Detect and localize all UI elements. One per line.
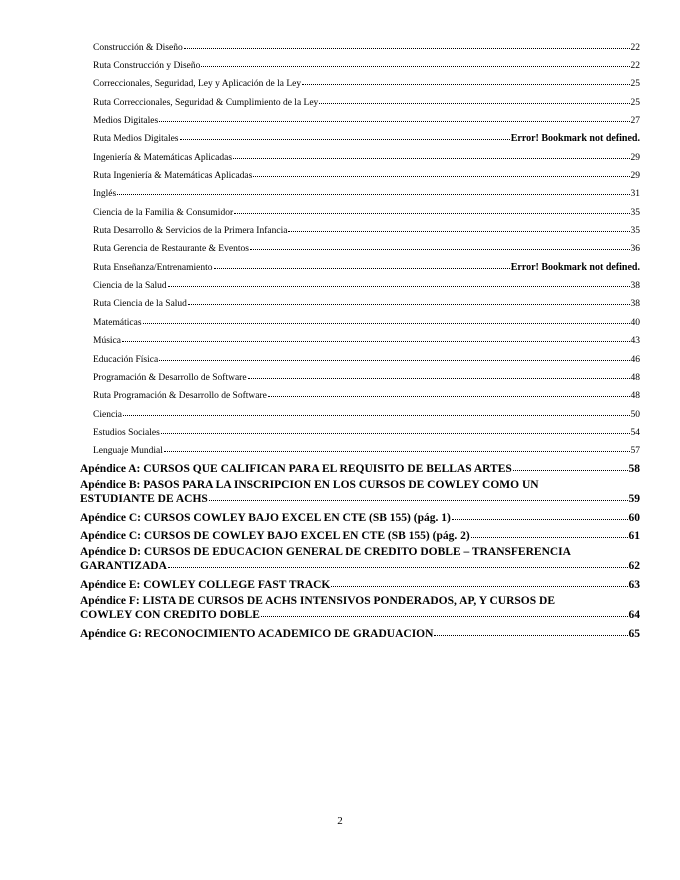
toc-entry-page: 38 [630, 281, 640, 291]
leader-dots [180, 131, 510, 141]
toc-entry-page: 22 [630, 43, 640, 53]
toc-entry-label: Ruta Construcción y Diseño [93, 61, 201, 71]
leader-dots [159, 352, 629, 362]
leader-dots [268, 388, 630, 398]
toc-entry[interactable] [93, 278, 640, 292]
toc-entry-label: Ciencia de la Familia & Consumidor [93, 208, 234, 218]
toc-entry-label: Ruta Ingeniería & Matemáticas Aplicadas [93, 171, 253, 181]
leader-dots [161, 425, 630, 435]
toc-entry-page: 57 [630, 446, 640, 456]
leader-dots [168, 278, 630, 288]
appendix-entry[interactable] [80, 511, 640, 525]
toc-entry-label: Ruta Medios Digitales [93, 134, 179, 144]
toc-entry[interactable] [93, 58, 640, 72]
appendix-entry[interactable] [80, 546, 640, 573]
toc-entry-page: 22 [630, 61, 640, 71]
toc-entry[interactable] [93, 95, 640, 109]
toc-entry[interactable] [93, 241, 640, 255]
toc-entry-label: Construcción & Diseño [93, 43, 183, 53]
toc-entry[interactable] [93, 315, 640, 329]
toc-entry[interactable] [93, 296, 640, 310]
leader-dots [233, 150, 629, 160]
toc-entry[interactable] [93, 113, 640, 127]
toc-entry[interactable] [93, 443, 640, 457]
appendix-page: 64 [628, 609, 640, 621]
leader-dots [253, 168, 629, 178]
appendix-page: 63 [628, 579, 640, 591]
toc-entry-page: 25 [630, 79, 640, 89]
leader-dots [164, 443, 630, 453]
toc-entry-page: 31 [630, 189, 640, 199]
toc-entry[interactable] [93, 407, 640, 421]
toc-entry-label: Educación Física [93, 355, 159, 365]
leader-dots [319, 95, 629, 105]
appendix-entry[interactable] [80, 529, 640, 543]
appendix-title: Apéndice F: LISTA DE CURSOS DE ACHS INTENSIVOS PONDERADOS, AP, Y CURSOS DE [80, 595, 555, 607]
leader-dots [250, 241, 630, 251]
leader-dots [331, 578, 627, 588]
appendix-title: Apéndice D: CURSOS DE EDUCACION GENERAL DE CREDITO DOBLE – TRANSFERENCIA [80, 546, 571, 558]
page-number: 2 [337, 815, 343, 827]
toc-entry[interactable] [93, 40, 640, 54]
appendix-page: 59 [628, 493, 640, 505]
appendix-entry[interactable] [80, 595, 640, 622]
appendix-entry[interactable] [80, 627, 640, 641]
toc-entry-page: 25 [630, 98, 640, 108]
bookmark-error: Error! Bookmark not defined. [510, 262, 640, 273]
appendix-title-continued: GARANTIZADA [80, 560, 167, 572]
leader-dots [201, 58, 629, 68]
toc-entry-label: Ciencia de la Salud [93, 281, 167, 291]
leader-dots [261, 608, 628, 618]
appendix-title: Apéndice C: CURSOS DE COWLEY BAJO EXCEL EN CTE (SB 155) (pág. 2) [80, 530, 470, 542]
toc-entry[interactable] [93, 223, 640, 237]
appendix-page: 60 [628, 512, 640, 524]
toc-entry-page: 48 [630, 391, 640, 401]
appendix-page: 62 [628, 560, 640, 572]
bookmark-error: Error! Bookmark not defined. [510, 133, 640, 144]
leader-dots [288, 223, 629, 233]
toc-entry[interactable] [93, 131, 640, 145]
toc-entry-label: Inglés [93, 189, 117, 199]
leader-dots [513, 462, 628, 472]
toc-entry-label: Ciencia [93, 410, 123, 420]
leader-dots [471, 529, 628, 539]
leader-dots [434, 627, 627, 637]
toc-entry-page: 38 [630, 299, 640, 309]
toc-entry-page: 29 [630, 153, 640, 163]
toc-entry[interactable] [93, 333, 640, 347]
toc-entry-label: Estudios Sociales [93, 428, 160, 438]
toc-entry-page: 35 [630, 226, 640, 236]
appendix-entry[interactable] [80, 462, 640, 476]
appendix-title-continued: COWLEY CON CREDITO DOBLE [80, 609, 260, 621]
toc-entry[interactable] [93, 370, 640, 384]
toc-entry-label: Lenguaje Mundial [93, 446, 163, 456]
toc-entry[interactable] [93, 168, 640, 182]
leader-dots [188, 296, 630, 306]
toc-entry[interactable] [93, 150, 640, 164]
toc-entry-label: Correccionales, Seguridad, Ley y Aplicación de la Ley [93, 79, 302, 89]
appendix-page: 61 [628, 530, 640, 542]
toc-entry[interactable] [93, 186, 640, 200]
toc-entry-label: Ruta Programación & Desarrollo de Software [93, 391, 267, 401]
leader-dots [248, 370, 630, 380]
toc-entry-label: Medios Digitales [93, 116, 159, 126]
leader-dots [209, 492, 628, 502]
appendix-title-continued: ESTUDIANTE DE ACHS [80, 493, 208, 505]
toc-entry-label: Matemáticas [93, 318, 142, 328]
toc-entry-label: Ruta Gerencia de Restaurante & Eventos [93, 244, 249, 254]
appendix-entry[interactable] [80, 479, 640, 506]
toc-entry-page: 27 [630, 116, 640, 126]
toc-entry-page: 40 [630, 318, 640, 328]
appendix-title: Apéndice C: CURSOS COWLEY BAJO EXCEL EN CTE (SB 155) (pág. 1) [80, 512, 451, 524]
appendix-title: Apéndice G: RECONOCIMIENTO ACADEMICO DE GRADUACION [80, 628, 434, 640]
toc-entry-page: 36 [630, 244, 640, 254]
toc-entry[interactable] [93, 260, 640, 274]
leader-dots [123, 407, 629, 417]
toc-entry-page: 50 [630, 410, 640, 420]
appendix-page: 65 [628, 628, 640, 640]
toc-entry[interactable] [93, 76, 640, 90]
toc-entry-label: Ruta Desarrollo & Servicios de la Primera Infancia [93, 226, 288, 236]
appendix-entry[interactable] [80, 578, 640, 592]
leader-dots [122, 333, 630, 343]
leader-dots [159, 113, 629, 123]
toc-entry[interactable] [93, 425, 640, 439]
toc-entry-page: 35 [630, 208, 640, 218]
appendix-page: 58 [628, 463, 640, 475]
leader-dots [184, 40, 630, 50]
toc-entry-label: Ruta Enseñanza/Entrenamiento [93, 263, 213, 273]
toc-entry[interactable] [93, 352, 640, 366]
toc-entry-label: Ruta Ciencia de la Salud [93, 299, 187, 309]
toc-entry-page: 54 [630, 428, 640, 438]
leader-dots [214, 260, 510, 270]
leader-dots [168, 559, 628, 569]
toc-entry-page: 48 [630, 373, 640, 383]
appendix-title: Apéndice E: COWLEY COLLEGE FAST TRACK [80, 579, 331, 591]
toc-entry[interactable] [93, 388, 640, 402]
leader-dots [117, 186, 629, 196]
toc-entry-label: Música [93, 336, 121, 346]
toc-entry-label: Ingeniería & Matemáticas Aplicadas [93, 153, 233, 163]
toc-entry-label: Ruta Correccionales, Seguridad & Cumplimiento de la Ley [93, 98, 319, 108]
leader-dots [302, 76, 629, 86]
toc-entry[interactable] [93, 205, 640, 219]
leader-dots [452, 511, 628, 521]
toc-entry-page: 46 [630, 355, 640, 365]
leader-dots [143, 315, 630, 325]
toc-entry-page: 43 [630, 336, 640, 346]
toc-entry-label: Programación & Desarrollo de Software [93, 373, 247, 383]
appendix-title: Apéndice B: PASOS PARA LA INSCRIPCION EN LOS CURSOS DE COWLEY COMO UN [80, 479, 539, 491]
toc-entry-page: 29 [630, 171, 640, 181]
leader-dots [234, 205, 629, 215]
appendix-title: Apéndice A: CURSOS QUE CALIFICAN PARA EL REQUISITO DE BELLAS ARTES [80, 463, 512, 475]
